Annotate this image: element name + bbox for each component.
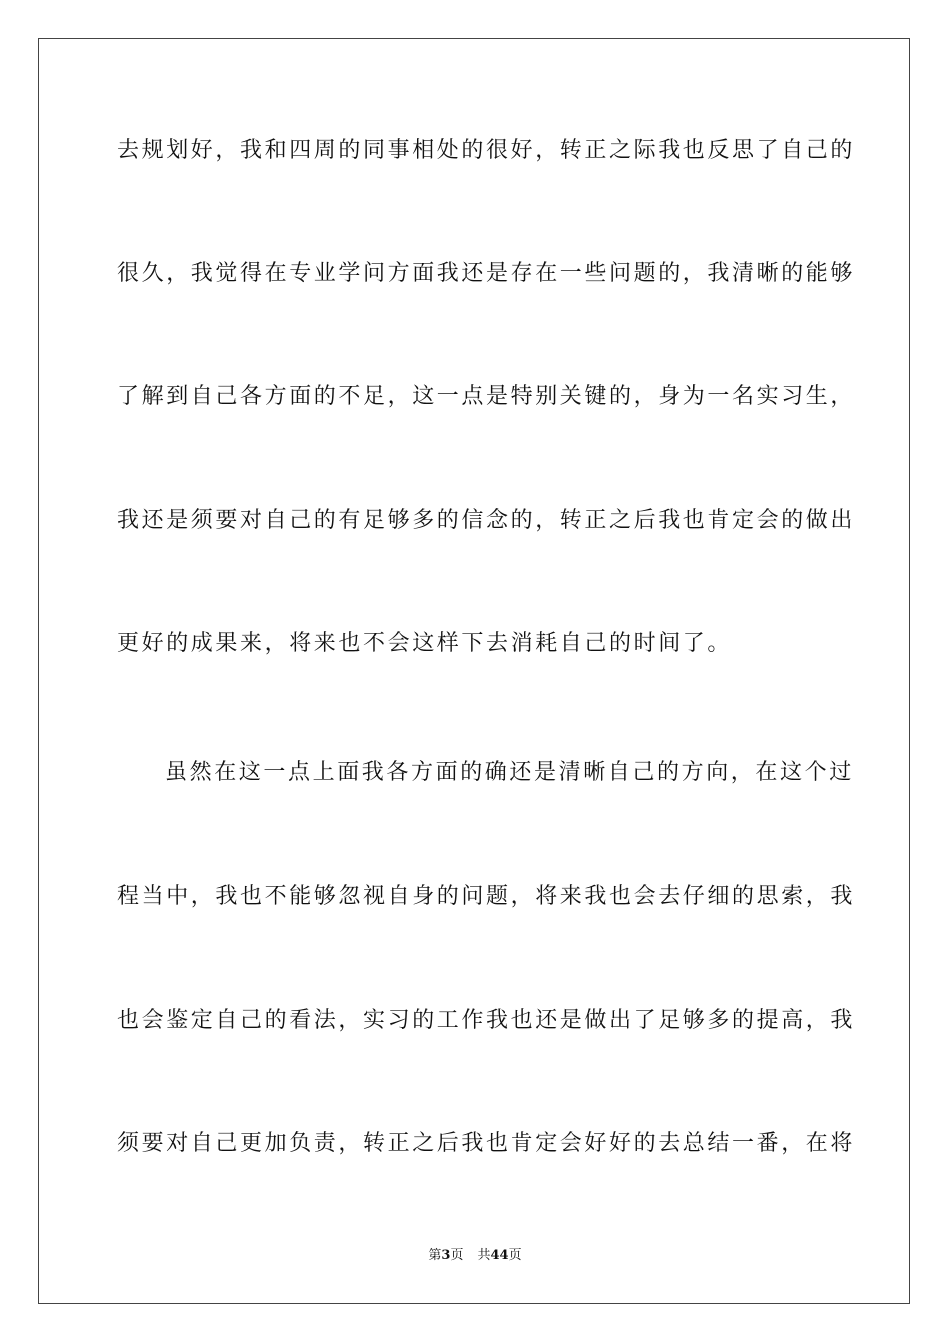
text-line: 更好的成果来，将来也不会这样下去消耗自己的时间了。 — [117, 631, 733, 656]
total-pages: 44 — [490, 1248, 509, 1263]
total-pages-suffix: 页 — [508, 1248, 522, 1263]
text-line: 虽然在这一点上面我各方面的确还是清晰自己的方向，在这个过 — [165, 760, 854, 785]
text-line: 很久，我觉得在专业学问方面我还是存在一些问题的，我清晰的能够 — [117, 261, 856, 286]
text-line: 也会鉴定自己的看法，实习的工作我也还是做出了足够多的提高，我 — [117, 1008, 856, 1033]
page-number-prefix: 第 — [428, 1248, 442, 1263]
text-line: 我还是须要对自己的有足够多的信念的，转正之后我也肯定会的做出 — [117, 508, 856, 533]
text-line: 去规划好，我和四周的同事相处的很好，转正之际我也反思了自己的 — [117, 138, 856, 163]
text-line: 了解到自己各方面的不足，这一点是特别关键的，身为一名实习生， — [117, 384, 856, 409]
page-number: 3 — [441, 1248, 451, 1263]
text-line: 程当中，我也不能够忽视自身的问题，将来我也会去仔细的思索，我 — [117, 884, 856, 909]
text-line: 须要对自己更加负责，转正之后我也肯定会好好的去总结一番，在将 — [117, 1131, 856, 1156]
page-border — [38, 38, 910, 1304]
page-number-suffix: 页 — [450, 1248, 464, 1263]
total-pages-prefix: 共 — [477, 1248, 491, 1263]
page-footer — [0, 1247, 950, 1265]
